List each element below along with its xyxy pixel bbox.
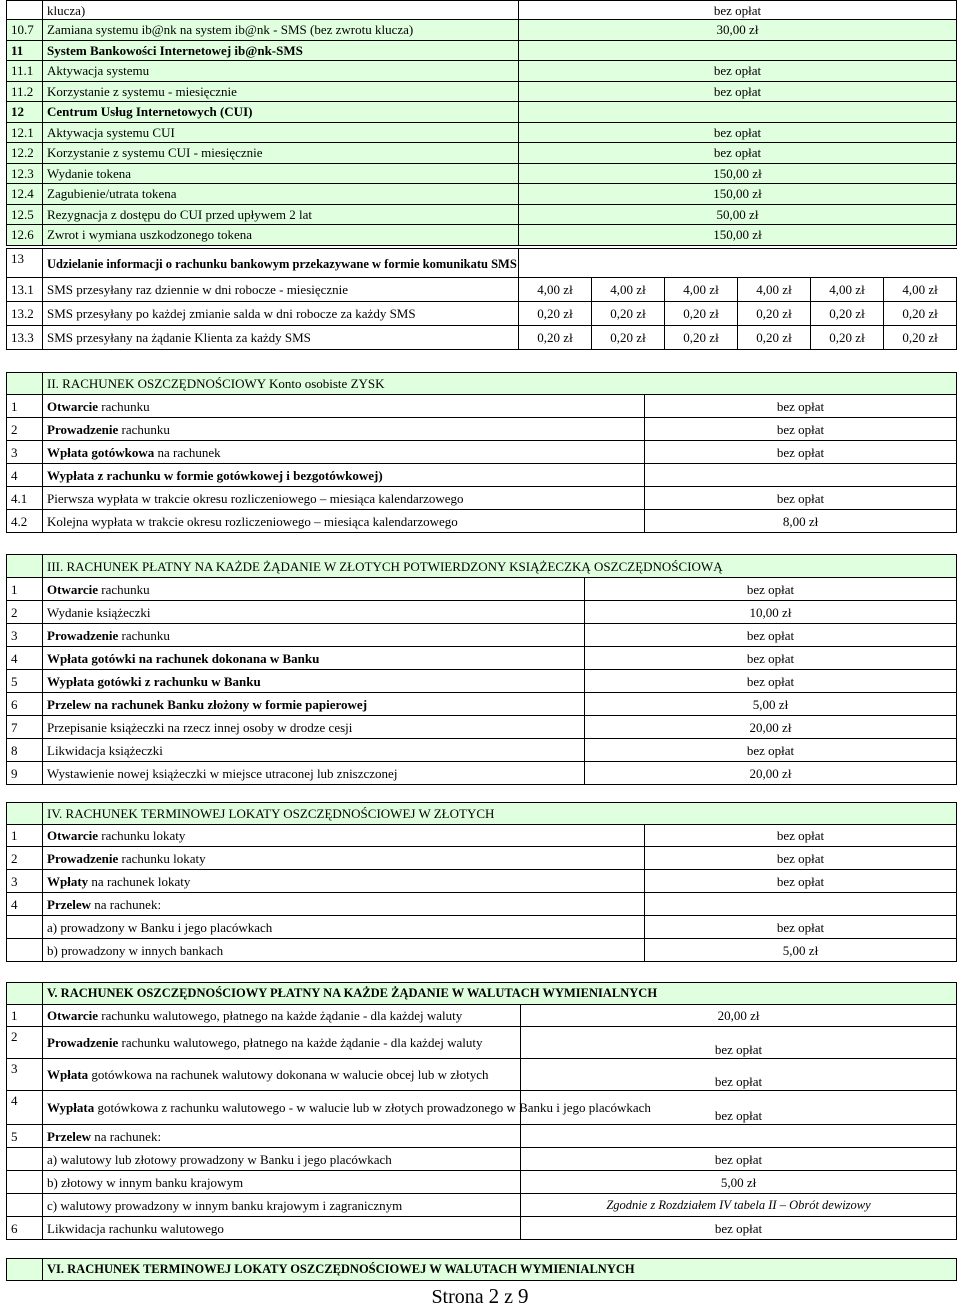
fee-row-value: 5,00 zł [645, 939, 957, 962]
fee-row [7, 395, 957, 418]
fee-row-description: Rezygnacja z dostępu do CUI przed upływem 2 lat [43, 204, 519, 225]
fee-row-value [645, 893, 957, 916]
fee-row-label-bold: Wpłaty [47, 873, 89, 889]
section-6-table [6, 1258, 957, 1281]
fee-row-value: bez opłat [645, 847, 957, 870]
sms-row-number: 13.1 [7, 278, 43, 302]
fee-row [7, 441, 957, 464]
fee-row-number: 5 [7, 670, 43, 693]
fee-row-number: 1 [7, 578, 43, 601]
fee-row-value: bez opłat [519, 122, 957, 143]
fee-row-number: 12 [7, 102, 43, 123]
fee-row-value [645, 464, 957, 487]
fee-row-number: 11 [7, 40, 43, 61]
fee-row-label-bold: Przelew [47, 1128, 92, 1144]
fee-row-description [43, 464, 645, 487]
sms-row-price: 0,20 zł [811, 302, 884, 326]
fee-row-number: 3 [7, 870, 43, 893]
section-3 [6, 554, 956, 785]
fee-row-number: 4.2 [7, 510, 43, 533]
sms-row [7, 326, 957, 350]
sms-title: Udzielanie informacji o rachunku bankowym przekazywane w formie komunikatu SMS [43, 249, 519, 278]
fee-row [7, 143, 957, 164]
fee-row-value: 20,00 zł [585, 716, 957, 739]
fee-row-number: 4.1 [7, 487, 43, 510]
fee-row [7, 578, 957, 601]
fee-row-description [43, 762, 585, 785]
fee-row [7, 939, 957, 962]
fee-row [7, 716, 957, 739]
fee-row [7, 510, 957, 533]
page-footer [0, 1284, 960, 1309]
fee-row-label: Pierwsza wypłata w trakcie okresu rozliczeniowego – miesiąca kalendarzowego [47, 490, 464, 506]
fee-row-label: na rachunek [154, 444, 221, 460]
fee-row-number: 4 [7, 464, 43, 487]
section-4-title: IV. RACHUNEK TERMINOWEJ LOKATY OSZCZĘDNOŚCIOWEJ W ZŁOTYCH [43, 803, 957, 825]
fee-row-description [43, 1194, 521, 1217]
fee-row-description [43, 418, 645, 441]
sms-row-number: 13.3 [7, 326, 43, 350]
fee-row-number: 1 [7, 825, 43, 847]
section-5-table [6, 982, 957, 1240]
fee-row-value: bez opłat [519, 143, 957, 164]
fee-row-value: bez opłat [645, 870, 957, 893]
fee-row [7, 670, 957, 693]
fee-row [7, 122, 957, 143]
sms-row-price: 0,20 zł [592, 302, 665, 326]
sms-row-price: 4,00 zł [811, 278, 884, 302]
fee-row [7, 163, 957, 184]
sms-row-description: SMS przesyłany po każdej zmianie salda w dni robocze za każdy SMS [43, 302, 519, 326]
fee-row [7, 184, 957, 205]
fee-row-number: 4 [7, 893, 43, 916]
fee-row [7, 61, 957, 82]
fee-row [7, 487, 957, 510]
fee-row-description [43, 893, 645, 916]
fee-row-label: rachunku walutowego, płatnego na każde żądanie - dla każdej waluty [98, 1008, 463, 1023]
fee-row-number: 2 [7, 601, 43, 624]
fee-row-number: 1 [7, 1005, 43, 1027]
fee-row-number: 2 [7, 1027, 43, 1059]
fee-row-value: bez opłat [519, 61, 957, 82]
top-fee-table [6, 0, 957, 246]
fee-row-value [519, 102, 957, 123]
fee-row-description [43, 939, 645, 962]
fee-row-value: bez opłat [585, 670, 957, 693]
fee-row-label-bold: Przelew na rachunek Banku złożony w formie papierowej [47, 696, 368, 712]
fee-row-number: 3 [7, 441, 43, 464]
fee-row-description [43, 487, 645, 510]
fee-row [7, 102, 957, 123]
fee-row-number: 1 [7, 395, 43, 418]
fee-row-value: 8,00 zł [645, 510, 957, 533]
fee-row [7, 870, 957, 893]
fee-row-label: rachunku walutowego, płatnego na każde żądanie - dla każdej waluty [118, 1035, 483, 1050]
fee-row [7, 893, 957, 916]
fee-row-value: 30,00 zł [519, 20, 957, 41]
fee-row [7, 20, 957, 41]
sms-row-price: 0,20 zł [738, 302, 811, 326]
section-3-table [6, 554, 957, 785]
fee-row-number: 12.2 [7, 143, 43, 164]
sms-row-price: 0,20 zł [519, 326, 592, 350]
fee-row [7, 847, 957, 870]
fee-row-label: b) prowadzony w innych bankach [47, 942, 224, 958]
fee-row-value: bez opłat [585, 578, 957, 601]
sms-row-price: 0,20 zł [665, 326, 738, 350]
fee-row-value [521, 1125, 957, 1148]
fee-row [7, 1148, 957, 1171]
fee-row-value [519, 40, 957, 61]
sms-row-price: 0,20 zł [884, 326, 957, 350]
section-2-table [6, 372, 957, 533]
fee-row-number: 6 [7, 1217, 43, 1240]
fee-row-label-bold: Wypłata z rachunku w formie gotówkowej i bezgotówkowej) [47, 467, 383, 483]
fee-row-value: bez opłat [521, 1027, 957, 1059]
sms-row-price: 0,20 zł [738, 326, 811, 350]
fee-row [7, 1, 957, 20]
section-3-title: III. RACHUNEK PŁATNY NA KAŻDE ŻĄDANIE W ZŁOTYCH POTWIERDZONY KSIĄŻECZKĄ OSZCZĘDNOŚCIOWĄ [43, 555, 957, 578]
fee-row [7, 739, 957, 762]
fee-row-description [43, 847, 645, 870]
fee-row-description [43, 870, 645, 893]
fee-row-label-bold: Przelew [47, 896, 92, 912]
fee-row [7, 1194, 957, 1217]
sms-row-price: 0,20 zł [519, 302, 592, 326]
fee-row-description [43, 739, 585, 762]
section-6-title: VI. RACHUNEK TERMINOWEJ LOKATY OSZCZĘDNOŚCIOWEJ W WALUTACH WYMIENIALNYCH [43, 1259, 957, 1281]
fee-row-value: bez opłat [645, 916, 957, 939]
fee-row-label: Wydanie książeczki [47, 604, 151, 620]
fee-row-value: bez opłat [519, 1, 957, 20]
fee-row-label: Przepisanie książeczki na rzecz innej osoby w drodze cesji [47, 719, 353, 735]
section-2 [6, 372, 956, 533]
fee-row-label: na rachunek: [91, 1128, 162, 1144]
sms-row-price: 0,20 zł [811, 326, 884, 350]
fee-row-number: 4 [7, 647, 43, 670]
sms-row-price: 4,00 zł [884, 278, 957, 302]
sms-section [6, 248, 956, 350]
fee-row-label-bold: Wpłata gotówki na rachunek dokonana w Banku [47, 650, 320, 666]
fee-row-number: 11.1 [7, 61, 43, 82]
fee-row-description [43, 1125, 521, 1148]
fee-row [7, 825, 957, 847]
fee-row [7, 204, 957, 225]
footer-prefix: Strona [431, 1286, 489, 1308]
fee-row-value: bez opłat [521, 1148, 957, 1171]
fee-row-value: bez opłat [645, 487, 957, 510]
footer-page: 2 [488, 1284, 500, 1308]
fee-row-number: 2 [7, 418, 43, 441]
fee-row [7, 1217, 957, 1240]
fee-row-number: 3 [7, 624, 43, 647]
fee-row-label: na rachunek lokaty [88, 873, 191, 889]
fee-row-number: 2 [7, 847, 43, 870]
fee-row-description [43, 1217, 521, 1240]
fee-row-value: 5,00 zł [585, 693, 957, 716]
fee-row-label-bold: Wpłata gotówkowa [47, 444, 155, 460]
sms-num: 13 [7, 249, 43, 278]
sms-row-price: 4,00 zł [665, 278, 738, 302]
fee-row [7, 225, 957, 246]
fee-row-number [7, 939, 43, 962]
fee-row-description: Zwrot i wymiana uszkodzonego tokena [43, 225, 519, 246]
fee-row-number: 12.4 [7, 184, 43, 205]
section-6 [6, 1258, 956, 1281]
fee-row [7, 1059, 957, 1091]
fee-row [7, 601, 957, 624]
fee-row [7, 1091, 957, 1125]
fee-row-description: Zagubienie/utrata tokena [43, 184, 519, 205]
fee-row-description: Centrum Usług Internetowych (CUI) [43, 102, 519, 123]
fee-row-description [43, 441, 645, 464]
section-4 [6, 802, 956, 962]
fee-row-value: 150,00 zł [519, 184, 957, 205]
fee-row-number: 4 [7, 1091, 43, 1125]
fee-row-number: 12.3 [7, 163, 43, 184]
sms-row-price: 4,00 zł [592, 278, 665, 302]
fee-row-number [7, 1194, 43, 1217]
fee-row [7, 81, 957, 102]
fee-row-value: bez opłat [645, 825, 957, 847]
fee-row-description [43, 624, 585, 647]
fee-row-number: 11.2 [7, 81, 43, 102]
fee-row-number: 6 [7, 693, 43, 716]
fee-row-description [43, 716, 585, 739]
fee-row-label: rachunku [118, 421, 170, 437]
sms-row-price: 0,20 zł [884, 302, 957, 326]
sms-row-number: 13.2 [7, 302, 43, 326]
sms-row-description: SMS przesyłany na żądanie Klienta za każdy SMS [43, 326, 519, 350]
fee-row-description [43, 395, 645, 418]
fee-row-number: 12.5 [7, 204, 43, 225]
fee-row-description [43, 1027, 521, 1059]
fee-row-label: rachunku lokaty [118, 850, 206, 866]
fee-row-description [43, 578, 585, 601]
fee-row [7, 624, 957, 647]
fee-row-description: Korzystanie z systemu CUI - miesięcznie [43, 143, 519, 164]
fee-row-label: b) złotowy w innym banku krajowym [47, 1174, 244, 1190]
fee-row-description [43, 1059, 521, 1091]
fee-row-value: bez opłat [521, 1217, 957, 1240]
footer-total: 9 [518, 1284, 529, 1308]
fee-row-value: bez opłat [519, 81, 957, 102]
sms-row-price: 0,20 zł [592, 326, 665, 350]
fee-row-number: 9 [7, 762, 43, 785]
fee-row-description: Aktywacja systemu [43, 61, 519, 82]
fee-row-label: Likwidacja książeczki [47, 742, 163, 758]
fee-row-label-bold: Wypłata [47, 1100, 95, 1115]
fee-row-label: gotówkowa z rachunku walutowego - w walucie lub w złotych prowadzonego w Banku i jego placówkach [94, 1100, 651, 1115]
fee-row-label-bold: Prowadzenie [47, 627, 119, 643]
fee-row-label: rachunku [118, 627, 170, 643]
fee-row-value: bez opłat [521, 1091, 957, 1125]
fee-row [7, 40, 957, 61]
fee-row-value: 20,00 zł [521, 1005, 957, 1027]
sms-table [6, 248, 957, 350]
fee-row-value: bez opłat [585, 739, 957, 762]
section-5 [6, 982, 956, 1240]
fee-row-value: bez opłat [645, 395, 957, 418]
fee-row-number: 12.1 [7, 122, 43, 143]
fee-row-label: rachunku lokaty [98, 828, 186, 843]
fee-row-label: a) walutowy lub złotowy prowadzony w Banku i jego placówkach [47, 1151, 392, 1167]
fee-row-label-bold: Otwarcie [47, 581, 99, 597]
fee-row-number [7, 1, 43, 20]
fee-row-value: bez opłat [521, 1059, 957, 1091]
fee-row-value: bez opłat [645, 418, 957, 441]
fee-row-number: 5 [7, 1125, 43, 1148]
fee-row-label-bold: Wpłata [47, 1067, 89, 1082]
fee-row-description [43, 647, 585, 670]
fee-row-label: Kolejna wypłata w trakcie okresu rozliczeniowego – miesiąca kalendarzowego [47, 513, 458, 529]
fee-row-label-bold: Otwarcie [47, 398, 99, 414]
fee-row [7, 1125, 957, 1148]
fee-row-value: bez opłat [645, 441, 957, 464]
fee-row-value: Zgodnie z Rozdziałem IV tabela II – Obrót dewizowy [521, 1194, 957, 1217]
fee-row-description: System Bankowości Internetowej ib@nk-SMS [43, 40, 519, 61]
fee-row-value: bez opłat [585, 624, 957, 647]
fee-row-label-bold: Prowadzenie [47, 850, 119, 866]
fee-row-description [43, 825, 645, 847]
fee-row-number: 7 [7, 716, 43, 739]
fee-row-number [7, 1148, 43, 1171]
fee-row-label-bold: Otwarcie [47, 828, 99, 843]
fee-row-label-bold: Wypłata gotówki z rachunku w Banku [47, 673, 261, 689]
fee-row [7, 647, 957, 670]
fee-row-description: Aktywacja systemu CUI [43, 122, 519, 143]
fee-row-number [7, 916, 43, 939]
fee-row-label: a) prowadzony w Banku i jego placówkach [47, 919, 273, 935]
fee-row-value: 150,00 zł [519, 225, 957, 246]
fee-row-description [43, 601, 585, 624]
fee-row [7, 693, 957, 716]
sms-row-price: 4,00 zł [738, 278, 811, 302]
fee-row-description [43, 1005, 521, 1027]
fee-row [7, 916, 957, 939]
fee-row-description [43, 916, 645, 939]
section-4-table [6, 802, 957, 962]
sms-row-price: 4,00 zł [519, 278, 592, 302]
fee-row-label: Wystawienie nowej książeczki w miejsce utraconej lub zniszczonej [47, 765, 398, 781]
fee-row [7, 1027, 957, 1059]
fee-row [7, 464, 957, 487]
fee-row-label-bold: Otwarcie [47, 1008, 99, 1023]
fee-row-value: 150,00 zł [519, 163, 957, 184]
fee-row-description: Zamiana systemu ib@nk na system ib@nk - SMS (bez zwrotu klucza) [43, 20, 519, 41]
fee-row-number: 12.6 [7, 225, 43, 246]
sms-row-price: 0,20 zł [665, 302, 738, 326]
sms-row [7, 278, 957, 302]
fee-row-description [43, 1091, 651, 1125]
fee-row-number: 3 [7, 1059, 43, 1091]
top-fee-section [6, 0, 956, 246]
fee-row-label-bold: Prowadzenie [47, 421, 119, 437]
fee-row [7, 1171, 957, 1194]
fee-row [7, 1005, 957, 1027]
fee-row-description: Korzystanie z systemu - miesięcznie [43, 81, 519, 102]
sms-row [7, 302, 957, 326]
fee-row-description: klucza) [43, 1, 519, 20]
fee-row-description: Wydanie tokena [43, 163, 519, 184]
section-2-title: II. RACHUNEK OSZCZĘDNOŚCIOWY Konto osobiste ZYSK [43, 373, 957, 395]
fee-row-description [43, 670, 585, 693]
fee-row-label: gotówkowa na rachunek walutowy dokonana w walucie obcej lub w złotych [88, 1067, 489, 1082]
fee-row-value: 20,00 zł [585, 762, 957, 785]
section-5-title: V. RACHUNEK OSZCZĘDNOŚCIOWY PŁATNY NA KAŻDE ŻĄDANIE W WALUTACH WYMIENIALNYCH [43, 983, 957, 1005]
fee-row-label: Likwidacja rachunku walutowego [47, 1220, 224, 1236]
fee-row-description [43, 693, 585, 716]
fee-row-number: 10.7 [7, 20, 43, 41]
fee-row [7, 418, 957, 441]
fee-row-number: 8 [7, 739, 43, 762]
fee-row-description [43, 1148, 521, 1171]
fee-row-label: rachunku [98, 581, 150, 597]
fee-row-label-bold: Prowadzenie [47, 1035, 119, 1050]
fee-row-value: 10,00 zł [585, 601, 957, 624]
fee-row-number [7, 1171, 43, 1194]
footer-mid: z [499, 1286, 519, 1308]
fee-row-label: na rachunek: [91, 896, 162, 912]
fee-row [7, 762, 957, 785]
fee-row-value: bez opłat [585, 647, 957, 670]
sms-row-description: SMS przesyłany raz dziennie w dni robocze - miesięcznie [43, 278, 519, 302]
fee-row-label: rachunku [98, 398, 150, 414]
fee-row-description [43, 510, 645, 533]
fee-row-value: 5,00 zł [521, 1171, 957, 1194]
fee-row-label: c) walutowy prowadzony w innym banku krajowym i zagranicznym [47, 1197, 403, 1213]
fee-row-value: 50,00 zł [519, 204, 957, 225]
fee-row-description [43, 1171, 521, 1194]
